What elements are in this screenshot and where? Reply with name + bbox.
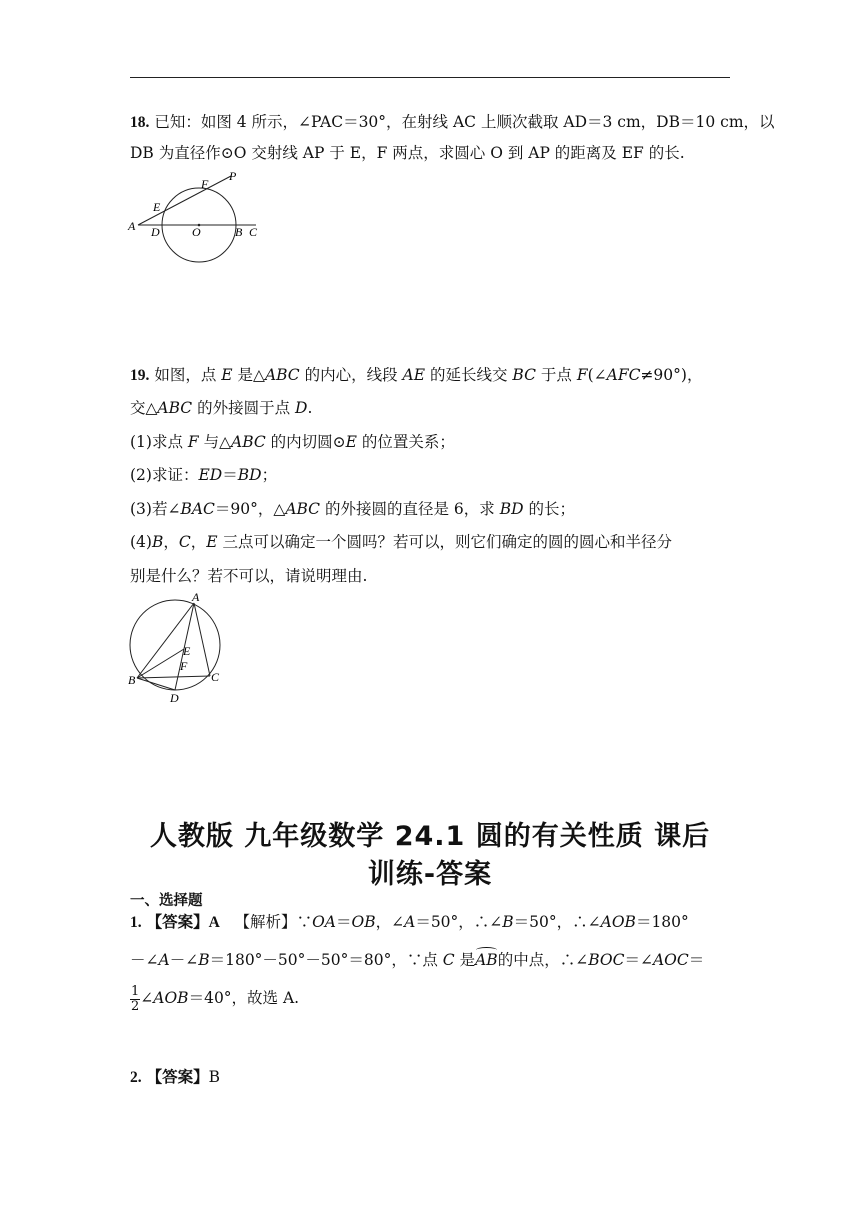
fig18-label-d: D	[151, 225, 160, 239]
q19-part4-cont: 别是什么？若不可以，请说明理由.	[130, 567, 368, 585]
q18-number: 18.	[130, 114, 150, 131]
fig19-label-f: F	[180, 659, 188, 673]
fraction-half: $\frac{1}{2}$	[131, 983, 140, 1014]
fig18-label-o: O	[192, 225, 201, 239]
fig18-label-p: P	[229, 169, 237, 183]
fig18-label-a: A	[128, 219, 136, 233]
fig19-label-b: B	[128, 673, 136, 687]
fig19-label-d: D	[170, 691, 179, 705]
q19-part3: (3)若∠BAC＝90°，△ABC 的外接圆的直径是 6，求 BD 的长；	[130, 500, 575, 518]
ans2-line: 2. 【答案】B	[130, 1068, 220, 1086]
fig19-label-e: E	[183, 644, 191, 658]
fig19-label-c: C	[211, 670, 220, 684]
q19-part1: (1)求点 F 与△ABC 的内切圆⊙E 的位置关系；	[130, 433, 455, 451]
q18-figure	[125, 168, 270, 268]
fig18-label-b: B	[235, 225, 243, 239]
q19-part2: (2)求证：ED＝BD；	[130, 466, 278, 484]
fig19-label-a: A	[192, 592, 200, 604]
answers-title-line2: 训练-答案	[367, 859, 493, 890]
q19-figure	[122, 592, 232, 712]
header-rule	[130, 77, 730, 78]
q18-line1: 18. 已知：如图 4 所示，∠PAC＝30°，在射线 AC 上顺次截取 AD＝3 cm，DB＝10 cm，以	[130, 113, 775, 131]
answers-title-line1: 人教版 九年级数学 24.1 圆的有关性质 课后	[149, 821, 711, 852]
fig18-label-e: E	[153, 200, 161, 214]
ans1-line3: $\frac{1}{2}$ ∠AOB＝40°，故选 A.	[131, 983, 300, 1014]
ans1-line2: －∠A－∠B＝180°－50°－50°＝80°，∵点 C 是AB的中点，∴∠BOC＝∠AOC＝	[130, 951, 705, 969]
q18-line2: DB 为直径作⊙O 交射线 AP 于 E，F 两点，求圆心 O 到 AP 的距离及 EF 的长.	[130, 144, 685, 162]
section-heading: 一、选择题	[130, 893, 203, 909]
q19-part4: (4)B，C，E 三点可以确定一个圆吗？若可以，则它们确定的圆的圆心和半径分	[130, 533, 673, 551]
q19-line2: 交△ABC 的外接圆于点 D.	[130, 399, 313, 417]
arc-ab: AB	[475, 951, 498, 969]
fig18-label-f: F	[201, 177, 209, 191]
ans1-line1: 1. 【答案】A 【解析】∵OA＝OB，∠A＝50°，∴∠B＝50°，∴∠AOB＝180°	[130, 913, 689, 931]
q19-line1: 19. 如图，点 E 是△ABC 的内心，线段 AE 的延长线交 BC 于点 F(∠AFC≠90°)，	[130, 366, 703, 384]
fig18-label-c: C	[249, 225, 258, 239]
